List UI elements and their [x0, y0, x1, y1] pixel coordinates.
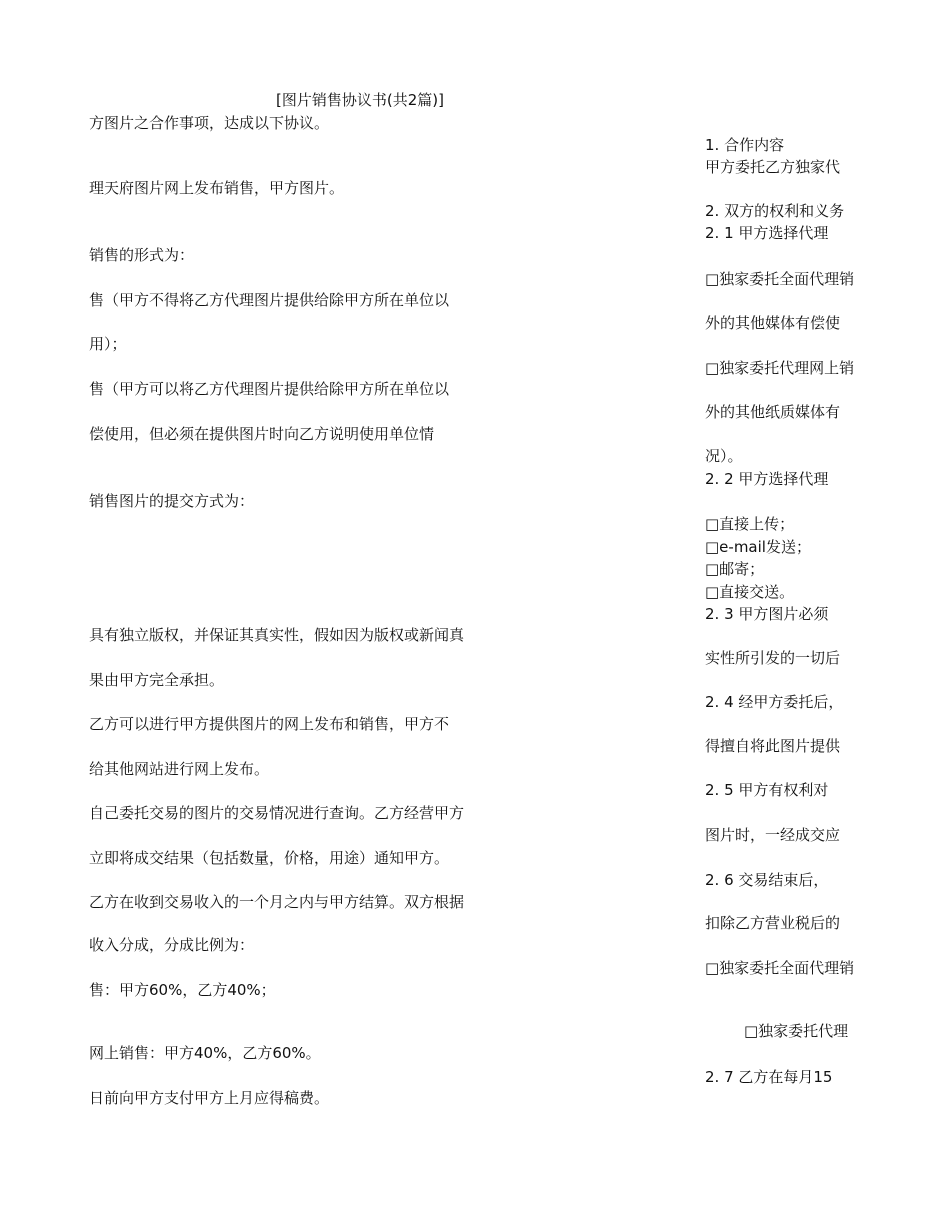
right-line-10: 2. 2 甲方选择代理 — [705, 470, 829, 488]
right-line-17: 2. 4 经甲方委托后， — [705, 693, 844, 711]
right-line-18: 得擅自将此图片提供 — [705, 737, 841, 755]
left-line-7: 偿使用，但必须在提供图片时向乙方说明使用单位情 — [89, 425, 435, 443]
right-line-20: 图片时，一经成交应 — [705, 826, 841, 844]
left-line-11: 乙方可以进行甲方提供图片的网上发布和销售，甲方不 — [89, 715, 450, 733]
right-line-13: □邮寄； — [705, 560, 765, 578]
left-line-6: 售（甲方可以将乙方代理图片提供给除甲方所在单位以 — [89, 380, 450, 398]
right-line-7: □独家委托代理网上销 — [705, 359, 855, 377]
right-line-14: □直接交送。 — [705, 583, 795, 601]
left-line-1: 方图片之合作事项，达成以下协议。 — [89, 114, 330, 132]
left-line-4: 售（甲方不得将乙方代理图片提供给除甲方所在单位以 — [89, 291, 450, 309]
left-line-8: 销售图片的提交方式为： — [89, 492, 255, 510]
left-line-16: 收入分成，分成比例为： — [89, 936, 255, 954]
left-line-14: 立即将成交结果（包括数量，价格，用途）通知甲方。 — [89, 849, 450, 867]
left-line-5: 用）； — [89, 335, 127, 353]
right-line-24: □独家委托代理 — [744, 1022, 849, 1040]
right-line-3: 2. 双方的权利和义务 — [705, 202, 845, 220]
right-line-23: □独家委托全面代理销 — [705, 959, 855, 977]
right-line-22: 扣除乙方营业税后的 — [705, 914, 841, 932]
right-line-25: 2. 7 乙方在每月15 — [705, 1068, 833, 1086]
left-line-3: 销售的形式为： — [89, 246, 195, 264]
left-line-12: 给其他网站进行网上发布。 — [89, 760, 270, 778]
left-line-17: 售：甲方60%，乙方40%； — [89, 981, 276, 999]
left-line-15: 乙方在收到交易收入的一个月之内与甲方结算。双方根据 — [89, 893, 465, 911]
right-line-2: 甲方委托乙方独家代 — [705, 158, 841, 176]
left-line-13: 自己委托交易的图片的交易情况进行查询。乙方经营甲方 — [89, 804, 465, 822]
right-line-19: 2. 5 甲方有权利对 — [705, 781, 829, 799]
right-line-12: □e-mail发送； — [705, 538, 811, 556]
left-line-19: 日前向甲方支付甲方上月应得稿费。 — [89, 1089, 330, 1107]
right-line-16: 实性所引发的一切后 — [705, 649, 841, 667]
right-line-11: □直接上传； — [705, 515, 795, 533]
right-line-4: 2. 1 甲方选择代理 — [705, 224, 829, 242]
right-line-21: 2. 6 交易结束后， — [705, 871, 829, 889]
left-line-18: 网上销售：甲方40%，乙方60%。 — [89, 1044, 321, 1062]
right-line-5: □独家委托全面代理销 — [705, 270, 855, 288]
right-line-15: 2. 3 甲方图片必须 — [705, 605, 829, 623]
left-line-10: 果由甲方完全承担。 — [89, 671, 225, 689]
document-title: [图片销售协议书(共2篇)] — [276, 91, 444, 109]
right-line-6: 外的其他媒体有偿使 — [705, 314, 841, 332]
right-line-8: 外的其他纸质媒体有 — [705, 403, 841, 421]
left-line-9: 具有独立版权，并保证其真实性，假如因为版权或新闻真 — [89, 626, 465, 644]
right-line-1: 1. 合作内容 — [705, 136, 785, 154]
right-line-9: 况）。 — [705, 447, 743, 465]
left-line-2: 理天府图片网上发布销售，甲方图片。 — [89, 179, 345, 197]
